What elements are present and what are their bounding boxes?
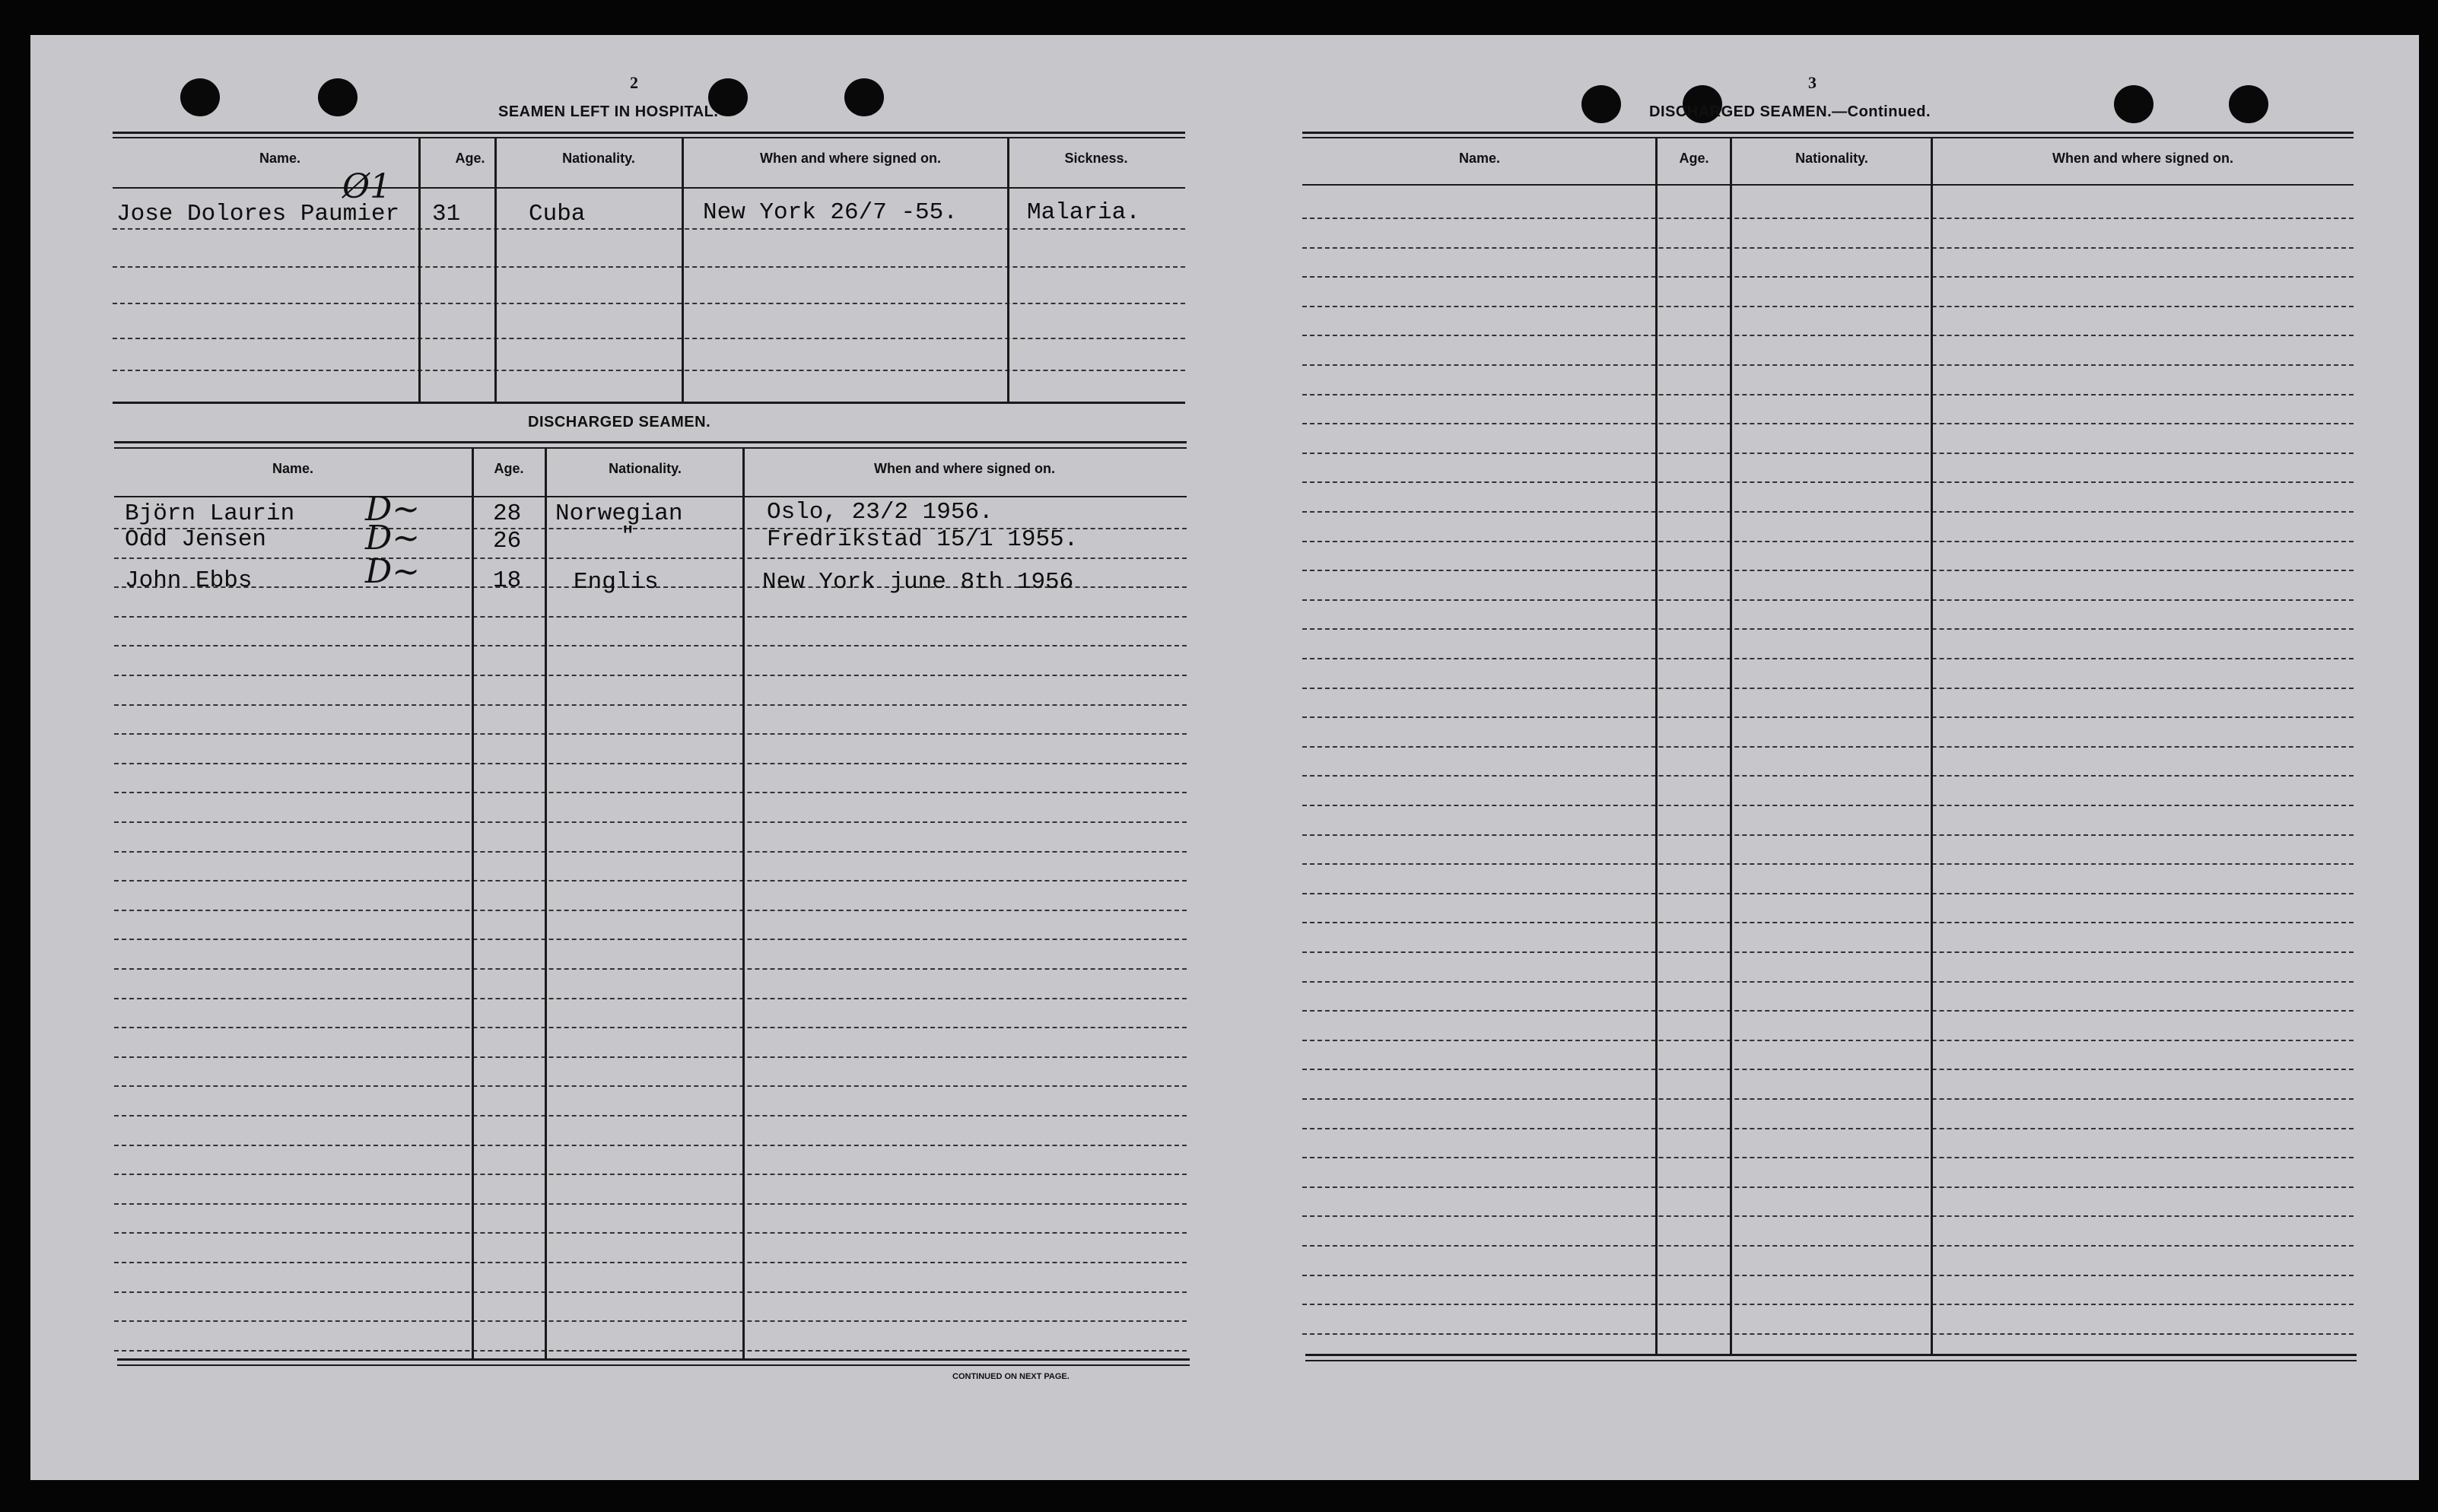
discharged-header-rule (114, 496, 1187, 497)
discharged-row-line (114, 616, 1187, 618)
discharged-header-name: Name. (272, 461, 314, 476)
discharged-row-line (114, 1291, 1187, 1293)
discharged-cell-name: Björn Laurin (125, 500, 295, 527)
punch-hole (2229, 85, 2268, 123)
hospital-header-age: Age. (455, 151, 485, 166)
discharged-row-line (114, 763, 1187, 764)
right-header-rule (1302, 184, 2354, 186)
hospital-row-line (113, 228, 1185, 230)
discharged-col-divider (472, 447, 474, 1360)
discharged-row-line (114, 1174, 1187, 1175)
right-row-line (1302, 775, 2354, 777)
discharged-row-line (114, 880, 1187, 881)
discharged-cell-signed-on: New York june 8th 1956 (762, 569, 1074, 596)
punch-hole (180, 78, 220, 116)
right-table-bottom-rule (1305, 1360, 2357, 1361)
discharged-row-line (114, 1027, 1187, 1028)
discharged-col-divider (742, 447, 745, 1360)
discharged-row-line (114, 968, 1187, 970)
right-row-line (1302, 1215, 2354, 1217)
right-row-line (1302, 1098, 2354, 1100)
discharged-cell-age: 18 (493, 567, 522, 594)
hospital-cell-name: Jose Dolores Paumier (116, 201, 400, 227)
hospital-table-top-rule (113, 137, 1185, 138)
hospital-header-name: Name. (259, 151, 301, 166)
hospital-cell-age: 31 (432, 201, 461, 227)
hospital-header-rule (113, 187, 1185, 189)
right-row-line (1302, 1157, 2354, 1158)
hospital-row-line (113, 266, 1185, 268)
discharged-row-line (114, 1056, 1187, 1058)
right-row-line (1302, 364, 2354, 366)
hospital-table-top-rule (113, 132, 1185, 134)
right-row-line (1302, 688, 2354, 689)
punch-hole (1581, 85, 1621, 123)
left-page-number: 2 (630, 73, 638, 92)
right-header-signed-on: When and where signed on. (2052, 151, 2234, 166)
right-row-line (1302, 863, 2354, 865)
right-row-line (1302, 276, 2354, 278)
right-row-line (1302, 834, 2354, 836)
right-row-line (1302, 1040, 2354, 1041)
right-row-line (1302, 951, 2354, 953)
discharged-cell-mark: D~ (365, 519, 421, 557)
right-row-line (1302, 570, 2354, 571)
manifest-sheet (30, 35, 2419, 1480)
right-row-line (1302, 306, 2354, 307)
hospital-header-nationality: Nationality. (562, 151, 635, 166)
right-row-line (1302, 922, 2354, 923)
discharged-section-title: DISCHARGED SEAMEN. (528, 414, 711, 430)
right-row-line (1302, 1245, 2354, 1247)
right-col-divider (1730, 137, 1732, 1355)
right-row-line (1302, 981, 2354, 983)
hospital-row-line (113, 370, 1185, 371)
right-row-line (1302, 1069, 2354, 1070)
right-row-line (1302, 805, 2354, 806)
right-table-top-rule (1302, 137, 2354, 138)
right-row-line (1302, 1186, 2354, 1188)
hospital-header-sickness: Sickness. (1064, 151, 1128, 166)
right-row-line (1302, 511, 2354, 513)
discharged-table-top-rule (114, 441, 1187, 443)
punch-hole (318, 78, 358, 116)
discharged-cell-nationality: Norwegian (555, 500, 683, 527)
right-row-line (1302, 1304, 2354, 1305)
right-row-line (1302, 481, 2354, 483)
right-row-line (1302, 1010, 2354, 1012)
discharged-cell-nationality: Englis (574, 569, 659, 596)
discharged-row-line (114, 704, 1187, 706)
discharged-header-age: Age. (494, 461, 524, 476)
discharged-cell-mark: D~ (365, 552, 421, 591)
hospital-table-bottom-rule (113, 402, 1185, 404)
punch-hole (2114, 85, 2154, 123)
discharged-col-divider (545, 447, 547, 1360)
discharged-row-line (114, 675, 1187, 676)
discharged-cell-signed-on: Oslo, 23/2 1956. (767, 499, 993, 526)
hospital-col-divider (682, 137, 684, 403)
discharged-cell-mark: D~ (365, 490, 421, 529)
right-row-line (1302, 893, 2354, 894)
discharged-row-line (114, 1085, 1187, 1087)
right-row-line (1302, 453, 2354, 454)
discharged-row-line (114, 645, 1187, 646)
punch-hole (844, 78, 884, 116)
right-row-line (1302, 541, 2354, 542)
right-row-line (1302, 628, 2354, 630)
discharged-cell-age: 26 (493, 528, 522, 554)
right-row-line (1302, 746, 2354, 748)
right-row-line (1302, 1128, 2354, 1129)
hospital-section-title: SEAMEN LEFT IN HOSPITAL. (498, 103, 719, 120)
right-header-name: Name. (1458, 151, 1501, 166)
hospital-cell-nationality: Cuba (529, 201, 586, 227)
right-row-line (1302, 394, 2354, 395)
continued-note: CONTINUED ON NEXT PAGE. (952, 1372, 1070, 1381)
right-section-title: DISCHARGED SEAMEN.—Continued. (1649, 103, 1931, 120)
right-row-line (1302, 335, 2354, 336)
discharged-cell-nationality: " (621, 523, 635, 550)
discharged-row-line (114, 733, 1187, 735)
hospital-row-line (113, 338, 1185, 339)
discharged-row-line (114, 998, 1187, 999)
right-row-line (1302, 658, 2354, 659)
hospital-col-divider (418, 137, 421, 403)
discharged-row-line (114, 1262, 1187, 1263)
right-row-line (1302, 218, 2354, 219)
discharged-header-nationality: Nationality. (609, 461, 682, 476)
discharged-row-line (114, 851, 1187, 853)
discharged-table-bottom-rule (117, 1358, 1190, 1361)
right-row-line (1302, 716, 2354, 718)
discharged-table-bottom-rule (117, 1364, 1190, 1366)
discharged-row-line (114, 1232, 1187, 1234)
discharged-row-line (114, 1350, 1187, 1352)
discharged-row-line (114, 792, 1187, 793)
hospital-row-line (113, 303, 1185, 304)
hospital-cell-signed-on: New York 26/7 -55. (703, 199, 958, 226)
right-row-line (1302, 599, 2354, 601)
discharged-cell-name: John Ebbs (125, 567, 253, 594)
discharged-row-line (114, 821, 1187, 823)
right-row-line (1302, 423, 2354, 424)
discharged-row-line (114, 910, 1187, 911)
right-row-line (1302, 1275, 2354, 1276)
right-table-bottom-rule (1305, 1354, 2357, 1356)
right-row-line (1302, 247, 2354, 249)
right-col-divider (1655, 137, 1658, 1355)
discharged-row-line (114, 1320, 1187, 1322)
right-header-nationality: Nationality. (1795, 151, 1868, 166)
hospital-header-signed-on: When and where signed on. (759, 151, 942, 166)
discharged-header-signed-on: When and where signed on. (873, 461, 1056, 476)
right-header-age: Age. (1679, 151, 1709, 166)
discharged-row-line (114, 557, 1187, 559)
discharged-row-line (114, 939, 1187, 940)
discharged-table-top-rule (114, 447, 1187, 449)
hospital-col-divider (1007, 137, 1009, 403)
discharged-row-line (114, 1145, 1187, 1146)
right-row-line (1302, 1333, 2354, 1335)
right-col-divider (1931, 137, 1933, 1355)
discharged-cell-name: Odd Jensen (125, 526, 267, 553)
hospital-col-divider (494, 137, 497, 403)
hospital-cell-sickness: Malaria. (1027, 199, 1140, 226)
right-table-top-rule (1302, 132, 2354, 134)
discharged-row-line (114, 1203, 1187, 1205)
discharged-row-line (114, 1115, 1187, 1117)
discharged-cell-signed-on: Fredrikstad 15/1 1955. (767, 526, 1079, 553)
right-page-number: 3 (1808, 73, 1817, 92)
discharged-cell-age: 28 (493, 500, 522, 527)
hospital-cell-mark: Ø1 (342, 167, 392, 206)
